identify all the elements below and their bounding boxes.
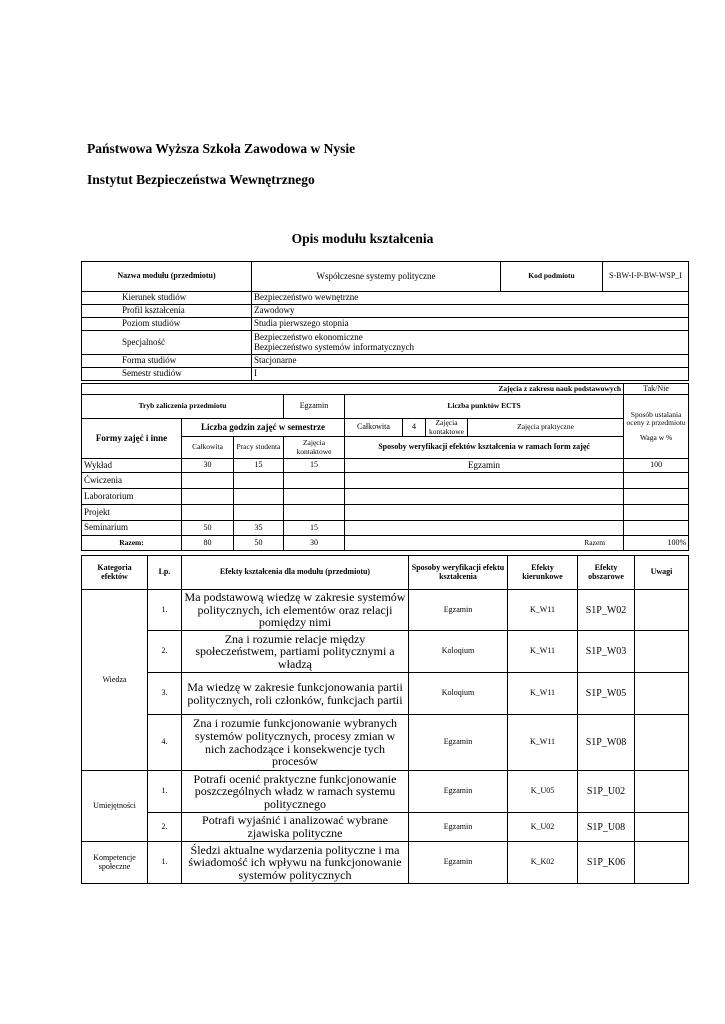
ects-total-value: 4 — [403, 419, 426, 437]
effect-verification: Koloqium — [409, 673, 508, 715]
sum-contact: 30 — [284, 536, 345, 551]
hours-contact: 15 — [284, 521, 345, 536]
table-row — [82, 673, 689, 715]
school-name: Państwowa Wyższa Szkoła Zawodowa w Nysie — [87, 141, 356, 156]
effect-lp: 1. — [148, 842, 182, 884]
effect-verification: Koloqium — [409, 631, 508, 673]
table-row — [82, 505, 689, 521]
table-row — [82, 590, 689, 631]
specialty-value-2: Bezpieczeństwo systemów informatycznych — [254, 341, 414, 352]
profile-value: Zawodowy — [252, 305, 689, 318]
effect-text: Śledzi aktualne wydarzenia polityczne i ma świadomość ich wpływu na funkcjonowanie systemów politycznych — [182, 842, 409, 884]
sum-label: Razem: — [82, 536, 182, 551]
module-info-table — [81, 261, 689, 381]
effect-lp: 3. — [148, 673, 182, 715]
module-code-label: Kod podmiotu — [501, 262, 603, 292]
hours-table — [81, 383, 689, 551]
lp-header: Lp. — [148, 556, 182, 590]
effect-lp: 2. — [148, 631, 182, 673]
effect-area: S1P_W05 — [578, 673, 635, 715]
ects-practical-label: Zajęcia praktyczne — [468, 419, 624, 437]
table-row — [82, 813, 689, 842]
effect-verification: Egzamin — [409, 715, 508, 771]
effect-text: Zna i rozumie funkcjonowanie wybranych systemów politycznych, procesy zmian w nich zachodzące i konsekwencje tych procesów — [182, 715, 409, 771]
sum-percent: 100% — [624, 536, 689, 551]
form-name: Wykład — [82, 459, 182, 473]
institute-name: Instytut Bezpieczeństwa Wewnętrznego — [87, 172, 315, 187]
category-knowledge: Wiedza — [82, 590, 148, 771]
pass-mode-label: Tryb zaliczenia przedmiotu — [82, 395, 284, 419]
study-form-value: Stacjonarne — [252, 355, 689, 368]
verification-method: Egzamin — [345, 459, 624, 473]
semester-hours-label: Liczba godzin zajęć w semestrze — [182, 419, 345, 437]
effects-table — [81, 555, 689, 884]
module-name-label: Nazwa modułu (przedmiotu) — [82, 262, 252, 292]
form-name: Seminarium — [82, 521, 182, 536]
effect-text: Ma podstawową wiedzę w zakresie systemów politycznych, ich elementów oraz relacji pomiędzy nimi — [182, 590, 409, 631]
effect-verification: Egzamin — [409, 842, 508, 884]
field-value: Bezpieczeństwo wewnętrzne — [252, 292, 689, 305]
verification-forms-label: Sposoby weryfikacji efektów kształcenia w ramach form zajęć — [345, 437, 624, 459]
category-header: Kategoria efektów — [82, 556, 148, 590]
grading-method-label — [624, 395, 689, 459]
sum-student: 50 — [234, 536, 284, 551]
area-header: Efekty obszarowe — [578, 556, 635, 590]
form-name: Laboratorium — [82, 489, 182, 505]
table-row — [82, 473, 689, 489]
semester-value: I — [252, 368, 689, 381]
effect-text: Potrafi wyjaśnić i analizować wybrane zjawiska polityczne — [182, 813, 409, 842]
effect-area: S1P_K06 — [578, 842, 635, 884]
semester-label: Semestr studiów — [82, 368, 252, 381]
basic-sciences-label: Zajęcia z zakresu nauk podstawowych — [82, 384, 624, 395]
effect-verification: Egzamin — [409, 590, 508, 631]
effect-verification: Egzamin — [409, 813, 508, 842]
basic-sciences-value: Tak/Nie — [624, 384, 689, 395]
specialty-value-1: Bezpieczeństwo ekonomiczne — [254, 331, 363, 342]
col-contact-label: Zajęcia kontaktowe — [284, 437, 345, 459]
form-name: Projekt — [82, 505, 182, 521]
effect-text: Ma wiedzę w zakresie funkcjonowania partii politycznych, roli członków, funkcjach partii — [182, 673, 409, 715]
ects-label: Liczba punktów ECTS — [345, 395, 624, 419]
col-total-label: Całkowita — [182, 437, 234, 459]
hours-contact: 15 — [284, 459, 345, 473]
study-form-label: Forma studiów — [82, 355, 252, 368]
effect-lp: 4. — [148, 715, 182, 771]
specialty-value — [252, 331, 689, 355]
effect-area: S1P_W08 — [578, 715, 635, 771]
table-row — [82, 715, 689, 771]
table-row — [82, 771, 689, 813]
grading-method-text: Sposób ustalania oceny z przedmiotu — [626, 410, 686, 428]
sum-row — [82, 536, 689, 551]
effect-direction: K_W11 — [508, 590, 578, 631]
ects-total-label: Całkowita — [345, 419, 403, 437]
document-title: Opis modułu kształcenia — [291, 231, 434, 246]
level-value: Studia pierwszego stopnia — [252, 318, 689, 331]
notes-header: Uwagi — [635, 556, 689, 590]
effect-area: S1P_U08 — [578, 813, 635, 842]
effect-header: Efekty kształcenia dla modułu (przedmiotu) — [182, 556, 409, 590]
effect-lp: 2. — [148, 813, 182, 842]
category-skills: Umiejętności — [82, 771, 148, 842]
table-row — [82, 631, 689, 673]
pass-mode-value: Egzamin — [284, 395, 345, 419]
module-code-value: S-BW-I-P-BW-WSP_I — [603, 262, 689, 292]
forms-label: Formy zajęć i inne — [82, 419, 182, 459]
verification-header: Sposoby weryfikacji efektu kształcenia — [409, 556, 508, 590]
profile-label: Profil kształcenia — [82, 305, 252, 318]
hours-student: 15 — [234, 459, 284, 473]
hours-total: 30 — [182, 459, 234, 473]
effect-direction: K_W11 — [508, 631, 578, 673]
effect-area: S1P_W02 — [578, 590, 635, 631]
specialty-label: Specjalność — [82, 331, 252, 355]
effect-lp: 1. — [148, 590, 182, 631]
category-social: Kompetencje społeczne — [82, 842, 148, 884]
table-row — [82, 842, 689, 884]
sum-razem-label: Razem — [345, 536, 624, 551]
effect-lp: 1. — [148, 771, 182, 813]
sum-total: 80 — [182, 536, 234, 551]
ects-contact-label: Zajęcia kontaktowe — [426, 419, 468, 437]
weight-label: Waga w % — [639, 432, 673, 442]
effect-area: S1P_W03 — [578, 631, 635, 673]
effect-verification: Egzamin — [409, 771, 508, 813]
module-name-value: Współczesne systemy polityczne — [252, 262, 501, 292]
effect-direction: K_K02 — [508, 842, 578, 884]
table-row — [82, 489, 689, 505]
effect-direction: K_W11 — [508, 673, 578, 715]
effect-direction: K_W11 — [508, 715, 578, 771]
level-label: Poziom studiów — [82, 318, 252, 331]
direction-header: Efekty kierunkowe — [508, 556, 578, 590]
table-row — [82, 521, 689, 536]
effect-text: Potrafi ocenić praktyczne funkcjonowanie poszczególnych władz w ramach systemu politycznego — [182, 771, 409, 813]
effect-area: S1P_U02 — [578, 771, 635, 813]
weight-value: 100 — [624, 459, 689, 473]
effect-text: Zna i rozumie relacje między społeczeństwem, partiami politycznymi a władzą — [182, 631, 409, 673]
form-name: Ćwiczenia — [82, 473, 182, 489]
hours-total: 50 — [182, 521, 234, 536]
effect-direction: K_U02 — [508, 813, 578, 842]
table-row — [82, 459, 689, 473]
col-student-label: Pracy studenta — [234, 437, 284, 459]
hours-student: 35 — [234, 521, 284, 536]
field-label: Kierunek studiów — [82, 292, 252, 305]
effect-direction: K_U05 — [508, 771, 578, 813]
